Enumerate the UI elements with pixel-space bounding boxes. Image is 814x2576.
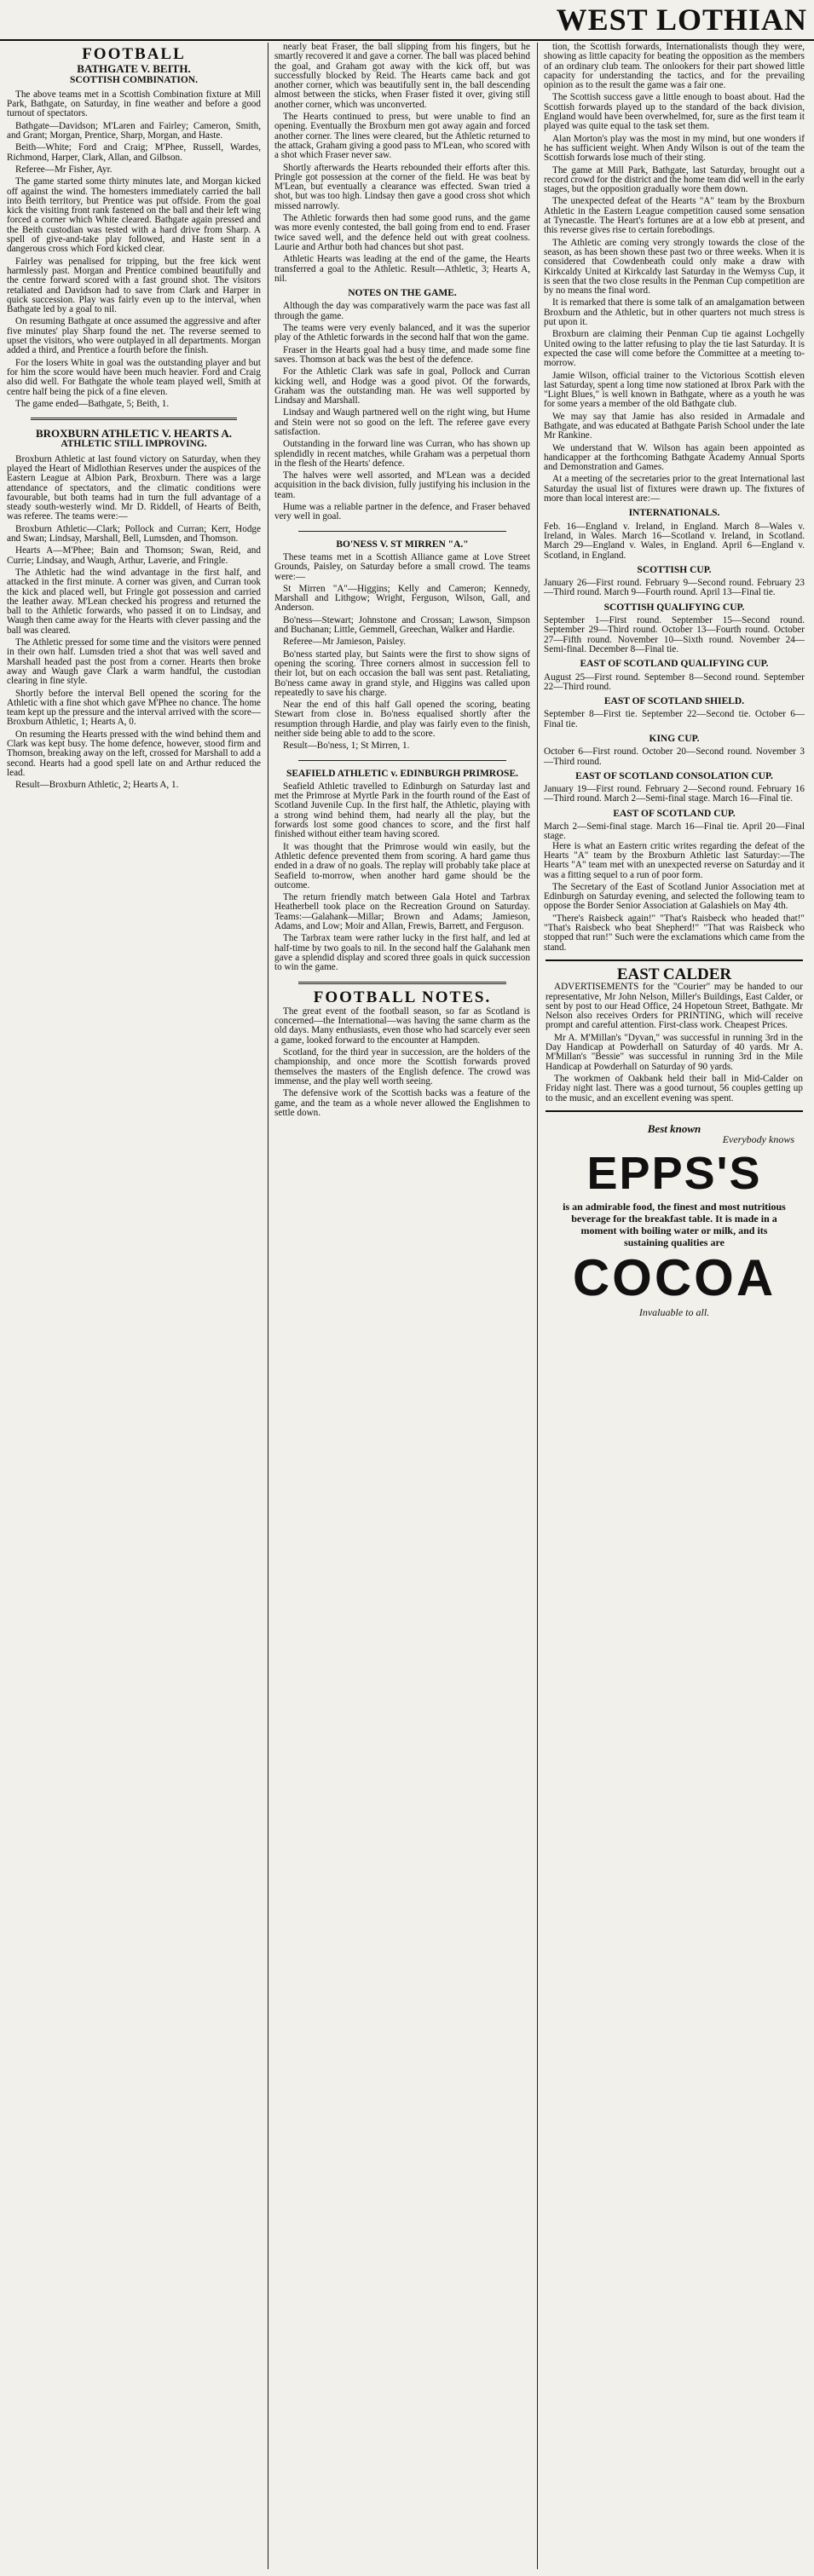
fixtures-list: October 6—First round. October 20—Second round. November 3—Third round. (544, 746, 805, 767)
article-paragraph: Broxburn Athletic at last found victory on Saturday, when they played the Heart of Midlothian Reserves under the auspices of the Eastern League at Albion Park, Broxburn. There was a large attendance of spectators, and the climatic conditions were favourable, but both teams had in turn the full advantage of a steady south-westerly wind. Mr D. Riddell, of Hearts of Beith, was referee. The teams were:— (7, 453, 261, 522)
article-paragraph: The unexpected defeat of the Hearts "A" team by the Broxburn Athletic in the Eastern League competition caused some sensation at Tynecastle. The Heart's fortunes are at a low ebb at present, and this reverse gives rise to certain forebodings. (544, 196, 805, 236)
article-paragraph: Fairley was penalised for tripping, but the free kick went harmlessly past. Morgan and Prentice combined beautifully and the centre forward scored with a fast ground shot. The visitors retaliated and Davidson had to save from Clark and Harper in quick succession. Play was fairly even up to the interval, when Bathgate led by a goal to nil. (7, 256, 261, 315)
article-paragraph: The Athletic pressed for some time and the visitors were penned in their own half. Lumsden tried a shot that was well saved and Marshall headed past the post from a corner. Hearts then broke away and Waugh gave Clark a warm handful, the custodian clearing in fine style. (7, 637, 261, 687)
notice-paragraph: Mr A. M'Millan's "Dyvan," was successful in running 3rd in the Day Handicap at Powderhall on Saturday of 40 yards. Mr A. M'Millan's "Bessie" was successful in running 3rd in the Mile Handicap at Powderhall on Saturday of 90 yards. (546, 1032, 803, 1072)
fixtures-list: September 1—First round. September 15—Second round. September 29—Third round. October 13—Fourth round. October 27—Fifth round. November 10—Sixth round. November 24—Semi-final. December 8—Final tie. (544, 615, 805, 654)
article-headline: BATHGATE V. BEITH. (77, 62, 191, 76)
article-headline: BO'NESS V. ST MIRREN "A." (336, 539, 469, 550)
article-paragraph: The Hearts continued to press, but were unable to find an opening. Eventually the Broxburn men got away again and forced another corner. The lines were cleared, but the Athletic returned to the attack, Graham giving a good pass to M'Lean, who scored with a shot which Fraser never saw. (274, 112, 530, 161)
section-title: FOOTBALL (82, 45, 186, 63)
referee-line: Referee—Mr Fisher, Ayr. (15, 164, 113, 175)
team-lineup: Hearts A—M'Phee; Bain and Thomson; Swan, Reid, and Currie; Lindsay, and Waugh, Arthur, Laverie, and Fringle. (7, 545, 261, 566)
article-paragraph: The defensive work of the Scottish backs was a feature of the game, and the team as a whole never allowed the Englishmen to settle down. (274, 1088, 530, 1118)
article-paragraph: On resuming Bathgate at once assumed the aggressive and after five minutes' play Sharp found the net. The reverse seemed to upset the visitors, who were outplayed in all departments. Morgan added a third, and Prentice a fourth before the finish. (7, 316, 261, 356)
article-paragraph: The game started some thirty minutes late, and Morgan kicked off against the wind. The homesters immediately carried the ball into Beith territory, but Prentice was put offside. From the goal kick the visiting front rank fastened on the ball and their left wing forced a corner which White cleared. Bathgate again pressed and the Beith custodian was tested with a hard drive from Sharp. A spell of give-and-take play followed, and Haste sent in a dangerous cross which Ford kicked clear. (7, 176, 261, 255)
result-line: Result—Bo'ness, 1; St Mirren, 1. (283, 741, 410, 752)
article-paragraph: Hume was a reliable partner in the defence, and Fraser behaved very well in goal. (274, 502, 530, 522)
team-lineup: Bathgate—Davidson; M'Laren and Fairley; Cameron, Smith, and Grant; Morgan, Prentice, Sharp, Morgan, and Haste. (7, 120, 261, 141)
article-paragraph: Jamie Wilson, official trainer to the Victorious Scottish eleven last Saturday, spent a long time now stationed at Ibrox Park with the "Light Blues," is well known in Bathgate, where as a youth he was for some years a member of the old Bathgate club. (544, 370, 805, 410)
team-lineup: St Mirren "A"—Higgins; Kelly and Cameron; Kennedy, Marshall and Lithgow; Wright, Ferguson, Wilson, Gall, and Anderson. (274, 583, 530, 614)
ad-body-text: is an admirable food, the finest and most nutritious beverage for the breakfast table. It is made in a moment with boiling water or milk, and its sustaining qualities are (563, 1201, 786, 1249)
fixtures-heading: EAST OF SCOTLAND CONSOLATION CUP. (575, 770, 773, 781)
fixtures-list: March 2—Semi-final stage. March 16—Final tie. April 20—Final stage. (544, 821, 805, 842)
section-title: FOOTBALL NOTES. (313, 988, 492, 1006)
article-paragraph: Although the day was comparatively warm the pace was fast all through the game. (274, 301, 530, 321)
fixtures-heading: EAST OF SCOTLAND CUP. (613, 808, 736, 819)
fixtures-heading: EAST OF SCOTLAND SHIELD. (603, 696, 745, 707)
ad-product-name: COCOA (572, 1249, 776, 1307)
article-paragraph: Here is what an Eastern critic writes regarding the defeat of the Hearts "A" team by the Broxburn Athletic last Saturday:—The Hearts "A" team met with an unexpected reverse on Saturday and it was a fitting sequel to a run of poor form. (544, 840, 805, 880)
article-headline: SEAFIELD ATHLETIC v. EDINBURGH PRIMROSE. (286, 768, 518, 779)
team-lineup: Beith—White; Ford and Craig; M'Phee, Russell, Wardes, Richmond, Harper, Clark, Allan, and Gilbson. (7, 142, 261, 163)
article-headline: BROXBURN ATHLETIC V. HEARTS A. (36, 427, 232, 441)
article-paragraph: Broxburn are claiming their Penman Cup tie against Lochgelly United owing to the latter refusing to play the tie last Saturday. It is expected the case will come before the Committee at a meeting to-morrow. (544, 329, 805, 369)
fixtures-heading: SCOTTISH CUP. (637, 564, 712, 575)
article-paragraph: It was thought that the Primrose would win easily, but the Athletic defence prevented them from scoring. A hard game thus ended in a draw of no goals. The replay will probably take place at Seafield to-morrow, when another hard game should be the outcome. (274, 841, 530, 890)
ad-brand-name: EPPS'S (586, 1148, 762, 1200)
result-line: The game ended—Bathgate, 5; Beith, 1. (15, 398, 170, 409)
fixtures-heading: INTERNATIONALS. (628, 508, 720, 519)
article-paragraph: The game at Mill Park, Bathgate, last Saturday, brought out a record crowd for the district and the home team did well in the early stages, but the opposition gradually wore them down. (544, 164, 805, 195)
divider (298, 982, 506, 984)
article-paragraph: The teams were very evenly balanced, and it was the superior play of the Athletic forwards in the second half that won the game. (274, 323, 530, 343)
article-paragraph: Outstanding in the forward line was Curran, who has shown up splendidly in recent matches, while Graham was a perpetual thorn in the flesh of the Hearts' defence. (274, 439, 530, 469)
ad-footer: Invaluable to all. (638, 1306, 710, 1319)
divider (31, 418, 237, 420)
fixtures-heading: EAST OF SCOTLAND QUALIFYING CUP. (580, 659, 769, 670)
article-paragraph: On resuming the Hearts pressed with the wind behind them and Clark was kept busy. The home defence, however, stood firm and Thomson, breaking away on the left, crossed for Marshall to add a second. Hearts had a good spell late on and Arthur reduced the lead. (7, 729, 261, 778)
article-paragraph: The Athletic are coming very strongly towards the close of the season, as has been shown these past two or three weeks. When it is considered that Cowdenbeath could only make a draw with Kirkcaldy United at Kirkcaldy last Saturday in the Wemyss Cup, it is seen that the two close results in the Penman Cup competition are by no means the final word. (544, 237, 805, 297)
article-paragraph: Fraser in the Hearts goal had a busy time, and made some fine saves. Thomson at back was the best of the defence. (274, 344, 530, 365)
article-subheadline: SCOTTISH COMBINATION. (70, 74, 198, 85)
article-subheadline: ATHLETIC STILL IMPROVING. (61, 439, 207, 450)
article-paragraph: Seafield Athletic travelled to Edinburgh on Saturday last and met the Primrose at Myrtle Park in the fourth round of the East of Scotland Juvenile Cup. In the first half, the Athletic, playing with a strong wind behind them, had nearly all the play, but the forwards lost some good chances to score, and the first half finished without either team having scored. (274, 781, 530, 840)
column-2 (274, 43, 530, 2569)
masthead (0, 0, 814, 41)
fixtures-list: Feb. 16—England v. Ireland, in England. March 8—Wales v. Ireland, in Wales. March 16—Scotland v. Ireland, in Scotland. March 29—England v. Wales, in England. April 6—England v. Scotland, in England. (544, 521, 805, 561)
article-paragraph: Scotland, for the third year in succession, are the holders of the championship, and once more the Scottish forwards proved themselves the masters of the English defence. The crowd was immense, and the play well worth seeing. (274, 1047, 530, 1086)
article-paragraph: It is remarked that there is some talk of an amalgamation between Broxburn and the Athletic, but in other quarters not much stress is put upon it. (544, 297, 805, 328)
team-lineup: Broxburn Athletic—Clark; Pollock and Curran; Kerr, Hodge and Swan; Lindsay, Marshall, Bell, Lumsden, and Thomson. (7, 523, 261, 545)
column-3 (544, 43, 805, 2569)
team-lineup: Bo'ness—Stewart; Johnstone and Crossan; Lawson, Simpson and Buchanan; Little, Gemmell, Greechan, Walker and Hardie. (274, 614, 530, 636)
cocoa-advertisement (546, 1110, 803, 1318)
article-paragraph: Lindsay and Waugh partnered well on the right wing, but Hume and Stein were not so good on the left. The referee gave every satisfaction. (274, 407, 530, 437)
ad-tagline: Everybody knows (722, 1133, 794, 1146)
article-paragraph: The Tarbrax team were rather lucky in the first half, and led at half-time by two goals to nil. In the second half the Galahank men gave a splendid display and scored three goals in quick succession to win the game. (274, 933, 530, 973)
fixtures-heading: KING CUP. (649, 734, 700, 744)
fixtures-list: September 8—First tie. September 22—Second tie. October 6—Final tie. (544, 709, 805, 729)
article-paragraph: Bo'ness started play, but Saints were the first to show signs of opening the scoring. Three corners almost in succession fell to their lot, but on each occasion the ball was sent past. Retaliating, Bo'ness came away in grand style, and Higgins was called upon repeatedly to save his charge. (274, 648, 530, 698)
article-paragraph: Near the end of this half Gall opened the scoring, beating Stewart from close in. Bo'ness equalised shortly after the resumption through Hardie, and play was fairly even to the finish, neither side being able to add to the score. (274, 700, 530, 739)
article-paragraph: For the Athletic Clark was safe in goal, Pollock and Curran kicking well, and Hodge was a good pivot. Of the forwards, Graham was the outstanding man. He was well supported by Lindsay and Marshall. (274, 366, 530, 406)
article-paragraph: Shortly afterwards the Hearts rebounded their efforts after this. Pringle got possession at the corner of the field. He was beat by M'Lean, but eventually a clearance was effected. Swan tried a shot, but was too high. Lindsay then gave a good cross shot which missed narrowly. (274, 162, 530, 211)
divider (298, 531, 506, 532)
article-paragraph: The return friendly match between Gala Hotel and Tarbrax Heatherbell took place on the Recreation Ground on Saturday. Teams:—Galahank—Millar; Brown and Adams; Jamieson, Adams, and Low; Moir and Allan, Frewis, Barrett, and Ferguson. (274, 892, 530, 932)
article-paragraph: tion, the Scottish forwards, Internationalists though they were, showing as little capacity for beating the opposition as the members of an ordinary club team. The onlookers for their part showed little capacity for understanding the tactics, and for the prevailing opinion as to the result the game was a fair one. (544, 43, 805, 91)
article-paragraph: Alan Morton's play was the most in my mind, but one wonders if he has sufficient weight. When Andy Wilson is out of the team the Scottish forwards lose much of their sting. (544, 133, 805, 164)
article-paragraph: We may say that Jamie has also resided in Armadale and Bathgate, and was educated at Bathgate Parish School under the late Mr Rankine. (544, 411, 805, 441)
article-paragraph: nearly beat Fraser, the ball slipping from his fingers, but he smartly recovered it and gave a corner. The ball was placed behind the goal, and Graham got away with the kick off, but was successfully blocked by Reid. The Hearts came back and got another corner, which was beautifully sent in, the ball descending almost between the sticks, when Fraser fisted it over, giving still another corner, which was unconverted. (274, 43, 530, 110)
divider (298, 760, 506, 761)
article-paragraph: We understand that W. Wilson has again been appointed as handicapper at the forthcoming Bathgate Academy Annual Sports and Demonstration and Games. (544, 442, 805, 473)
fixtures-heading: SCOTTISH QUALIFYING CUP. (603, 602, 745, 613)
article-paragraph: The great event of the football season, so far as Scotland is concerned—the International—was having the same charm as the old days. Many enthusiasts, even those who had scarcely ever seen a game, looked forward to the encounter at Hampden. (274, 1006, 530, 1046)
article-paragraph: The Athletic had the wind advantage in the first half, and attacked in the first minute. A corner was given, and Curran took the kick and placed well, but Fringle got possession and carried the leather away. M'Lean checked his progress and returned the ball to the Athletic forwards, who passed it on to Lindsay, and Waugh then came away for the Hearts with clever passing and the ball was cleared. (7, 567, 261, 636)
fixtures-list: January 19—First round. February 2—Second round. February 16—Third round. March 2—Semi-final stage. March 16—Final tie. (544, 784, 805, 804)
article-paragraph: The Athletic forwards then had some good runs, and the game was more evenly contested, the ball going from end to end. Fraser twice saved well, and the defence held out with great coolness. Laurie and Arthur both had chances but shot past. (274, 213, 530, 252)
article-paragraph: Shortly before the interval Bell opened the scoring for the Athletic with a fine shot which gave M'Phee no chance. The home team kept up the pressure and the interval arrived with the score—Broxburn Athletic, 1; Hearts A, 0. (7, 688, 261, 728)
article-paragraph: "There's Raisbeck again!" "That's Raisbeck who headed that!" "That's Raisbeck who beat Shepherd!" "That was Raisbeck who stopped that run!" Such were the exclamations which came from the stand. (544, 913, 805, 953)
result-line: Athletic Hearts was leading at the end of the game, the Hearts transferred a goal to the Athletic. Result—Athletic, 3; Hearts A, nil. (274, 254, 530, 284)
article-paragraph: The Scottish success gave a little enough to boast about. Had the Scottish forwards played up to the standard of the back division, England would have been overwhelmed, for, sure as the first team it played was quite equal to the task set them. (544, 92, 805, 132)
notice-paragraph: The workmen of Oakbank held their ball in Mid-Calder on Friday night last. There was a good turnout, 56 couples getting up to the music, and an excellent evening was spent. (546, 1073, 803, 1104)
notice-heading: EAST CALDER (616, 965, 732, 983)
masthead-title: WEST LOTHIAN (556, 3, 807, 37)
article-paragraph: The above teams met in a Scottish Combination fixture at Mill Park, Bathgate, on Saturday, in fine weather and before a good turnout of spectators. (7, 89, 261, 119)
article-subheadline: NOTES ON THE GAME. (348, 288, 457, 299)
notice-paragraph: ADVERTISEMENTS for the "Courier" may be handed to our representative, Mr John Nelson, Miller's Buildings, East Calder, or sent by post to our Head Office, 24 Hopetoun Street, Bathgate. Mr Nelson also receives Orders for PRINTING, which will receive prompt and careful attention. First-class work. Cheapest Prices. (546, 982, 803, 1031)
column-rule (537, 43, 538, 2569)
result-line: Result—Broxburn Athletic, 2; Hearts A, 1. (15, 780, 179, 791)
east-calder-notice (546, 960, 803, 1104)
ad-tagline: Best known (647, 1121, 701, 1135)
fixtures-list: January 26—First round. February 9—Second round. February 23—Third round. March 9—Fourth round. April 13—Final tie. (544, 578, 805, 598)
article-paragraph: The Secretary of the East of Scotland Junior Association met at Edinburgh on Saturday evening, and selected the following team to oppose the Border Senior Association at Galashiels on May 4th. (544, 881, 805, 912)
article-paragraph: At a meeting of the secretaries prior to the great International last Saturday the usual list of fixtures were drawn up. The fixtures of more than local interest are:— (544, 474, 805, 504)
fixtures-list: August 25—First round. September 8—Second round. September 22—Third round. (544, 671, 805, 692)
article-paragraph: These teams met in a Scottish Alliance game at Love Street Grounds, Paisley, on Saturday before a small crowd. The teams were:— (274, 551, 530, 582)
column-1 (7, 43, 261, 2569)
article-paragraph: The halves were well assorted, and M'Lean was a decided acquisition in the back division, fully justifying his inclusion in the team. (274, 470, 530, 500)
article-paragraph: For the losers White in goal was the outstanding player and but for him the score would have been much heavier. Ford and Craig also did well. For Bathgate the whole team played well, Smith at centre half being the pick of a fine eleven. (7, 357, 261, 397)
referee-line: Referee—Mr Jamieson, Paisley. (283, 637, 407, 648)
